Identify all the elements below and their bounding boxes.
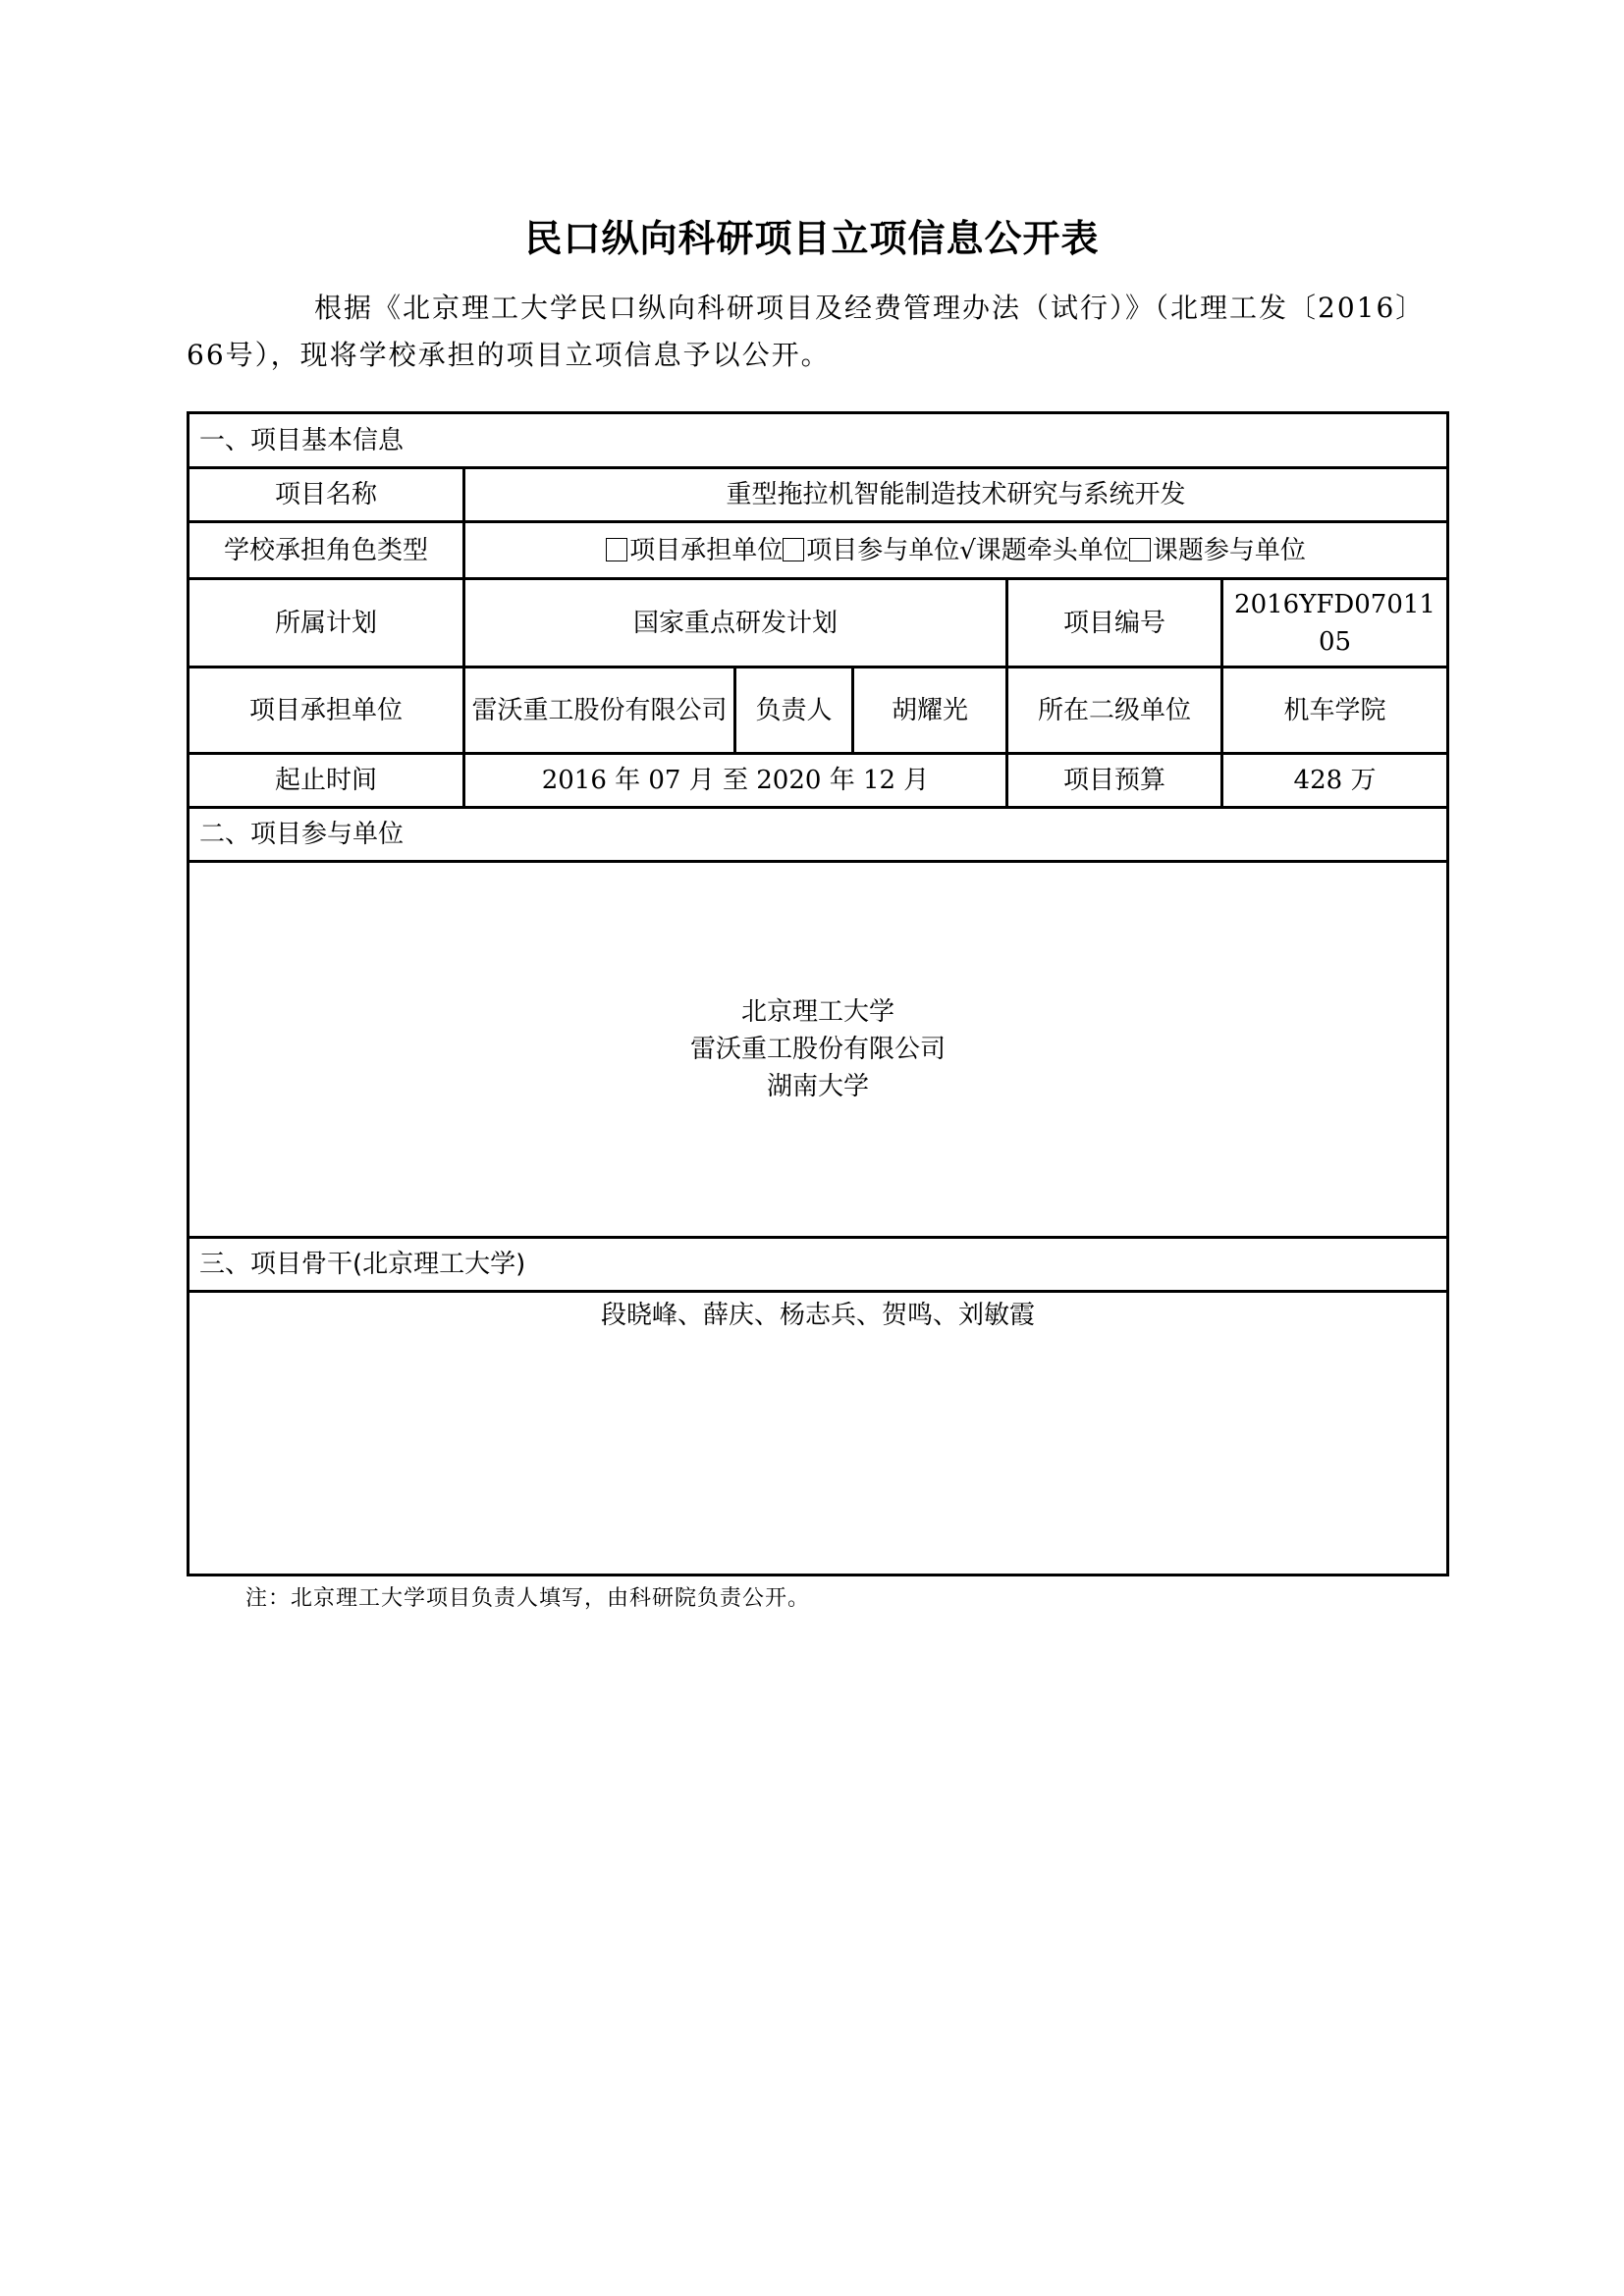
checkbox-empty-icon bbox=[606, 538, 627, 561]
project-number-value: 2016YFD0701105 bbox=[1222, 579, 1448, 667]
page-title: 民口纵向科研项目立项信息公开表 bbox=[524, 217, 1100, 260]
intro-paragraph: 根据《北京理工大学民口纵向科研项目及经费管理办法（试行）》（北理工发〔2016〕66号），现将学校承担的项目立项信息予以公开。 bbox=[187, 292, 1426, 371]
participant-unit: 北京理工大学 bbox=[741, 997, 895, 1027]
department-label: 所在二级单位 bbox=[1007, 667, 1222, 754]
role-type-options bbox=[464, 522, 1448, 579]
checkbox-empty-icon bbox=[1129, 538, 1151, 561]
principal-label: 负责人 bbox=[735, 667, 853, 754]
period-label: 起止时间 bbox=[189, 754, 464, 808]
section-heading-basic-info: 一、项目基本信息 bbox=[189, 413, 1448, 468]
section-heading-key-members: 三、项目骨干(北京理工大学) bbox=[189, 1238, 1448, 1292]
checkmark-icon: √ bbox=[959, 535, 976, 565]
department-value: 机车学院 bbox=[1222, 667, 1448, 754]
project-info-table bbox=[187, 411, 1449, 1576]
lead-unit-label: 项目承担单位 bbox=[189, 667, 464, 754]
lead-unit-value: 雷沃重工股份有限公司 bbox=[464, 667, 735, 754]
plan-label: 所属计划 bbox=[189, 579, 464, 667]
project-number-label: 项目编号 bbox=[1007, 579, 1222, 667]
role-option-project-participant[interactable]: 项目参与单位 bbox=[783, 536, 959, 565]
participant-unit: 湖南大学 bbox=[767, 1072, 870, 1101]
period-value: 2016 年 07 月 至 2020 年 12 月 bbox=[464, 754, 1007, 808]
footer-note: 注：北京理工大学项目负责人填写，由科研院负责公开。 bbox=[245, 1586, 811, 1611]
key-members-value: 段晓峰、薛庆、杨志兵、贺鸣、刘敏霞 bbox=[189, 1292, 1448, 1575]
section-heading-participants: 二、项目参与单位 bbox=[189, 808, 1448, 862]
budget-label: 项目预算 bbox=[1007, 754, 1222, 808]
role-type-label: 学校承担角色类型 bbox=[189, 522, 464, 579]
role-option-topic-participant[interactable]: 课题参与单位 bbox=[1129, 536, 1306, 565]
plan-value: 国家重点研发计划 bbox=[464, 579, 1007, 667]
project-name-label: 项目名称 bbox=[189, 468, 464, 522]
principal-value: 胡耀光 bbox=[853, 667, 1007, 754]
checkbox-empty-icon bbox=[783, 538, 804, 561]
role-option-topic-lead[interactable]: √课题牵头单位 bbox=[959, 535, 1129, 565]
participant-units-list bbox=[189, 862, 1448, 1238]
project-name-value: 重型拖拉机智能制造技术研究与系统开发 bbox=[464, 468, 1448, 522]
participant-unit: 雷沃重工股份有限公司 bbox=[690, 1035, 947, 1064]
budget-value: 428 万 bbox=[1222, 754, 1448, 808]
role-option-project-lead[interactable]: 项目承担单位 bbox=[606, 536, 783, 565]
